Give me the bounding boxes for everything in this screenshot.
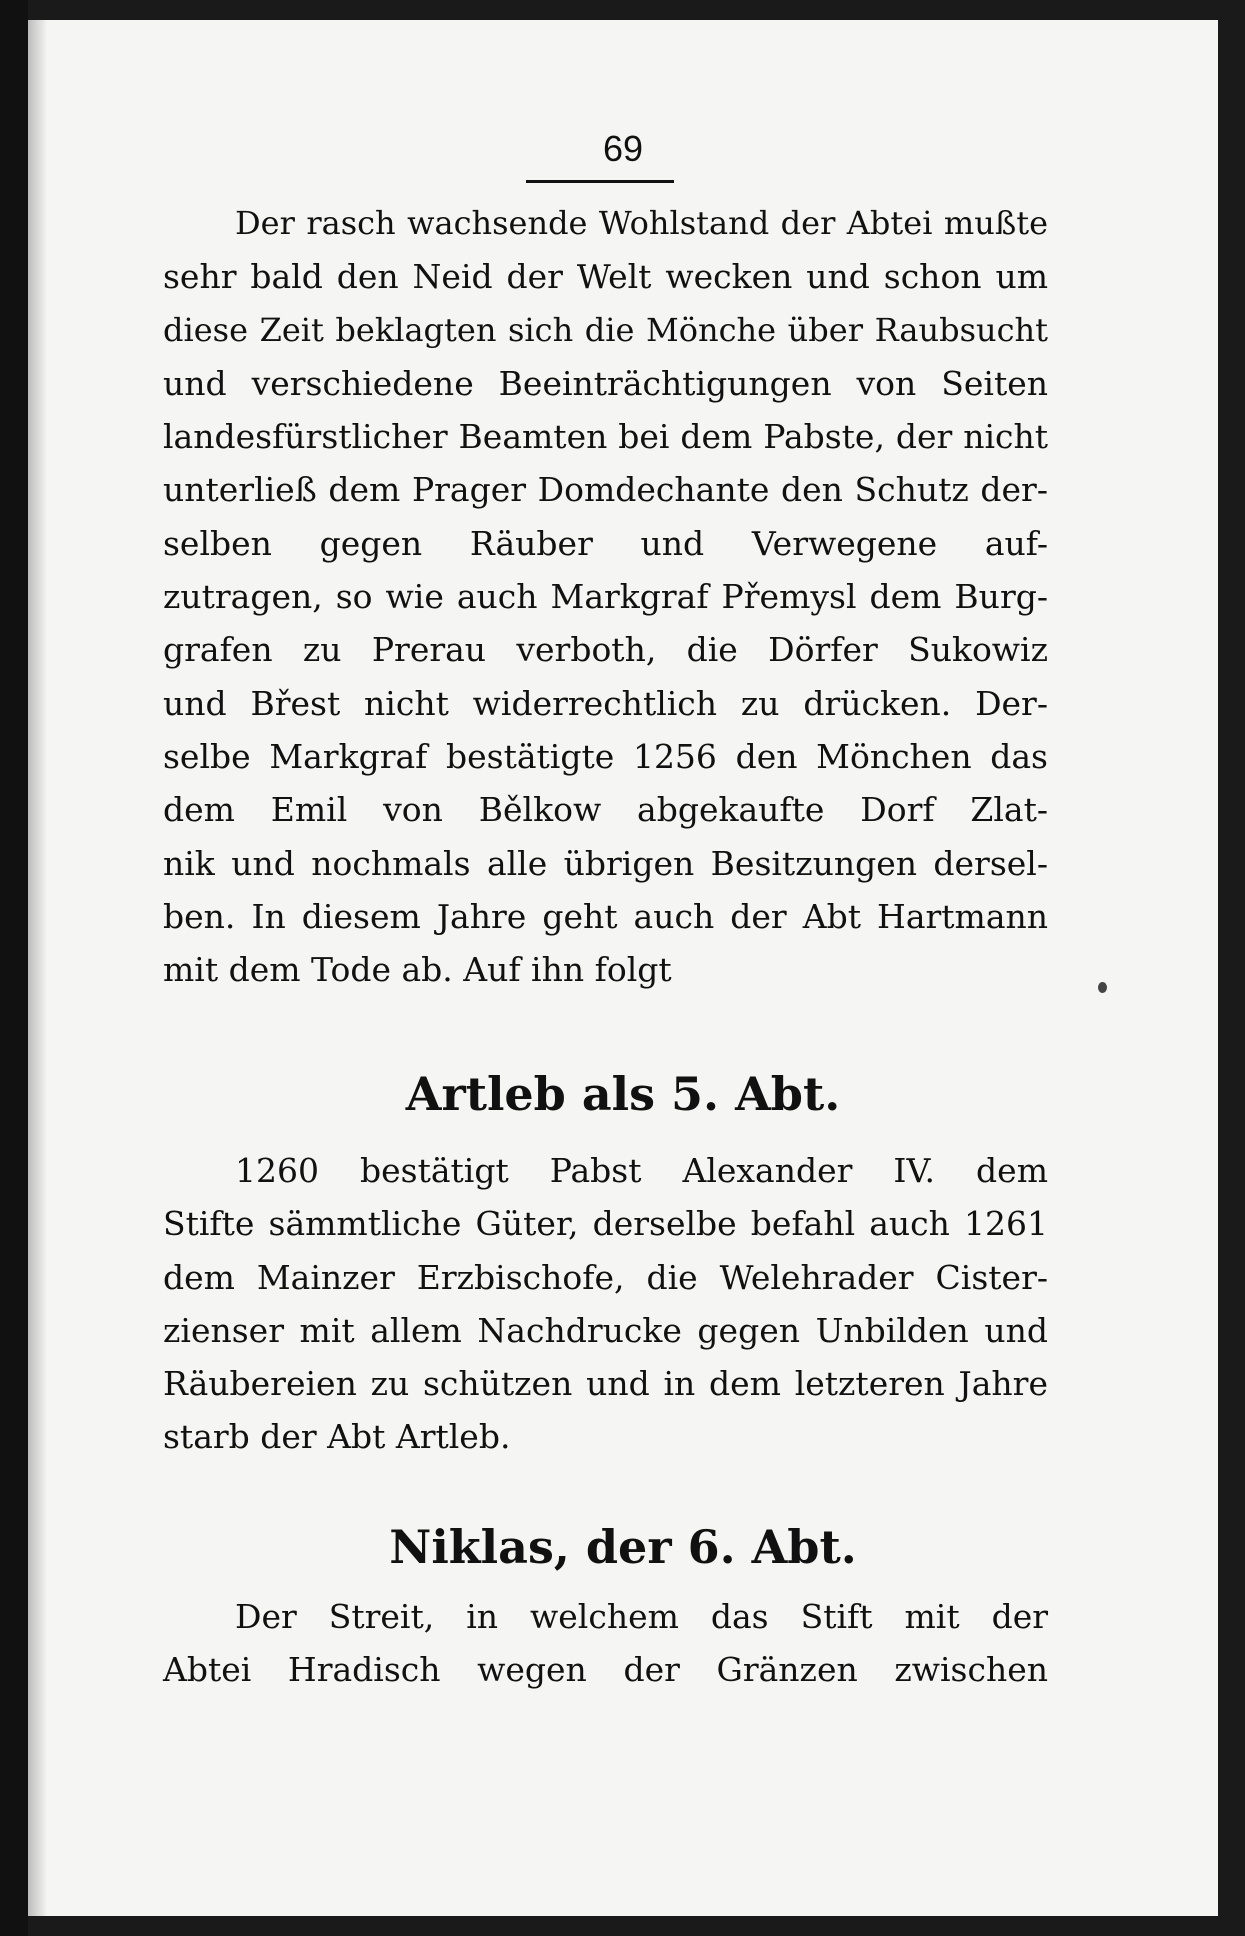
paragraph-1 — [163, 197, 1048, 996]
text-line: zienser mit allem Nachdrucke gegen Unbilden und — [163, 1310, 1048, 1350]
section-heading-niklas: Niklas, der 6. Abt. — [389, 1520, 857, 1574]
scan-edge — [0, 0, 28, 1936]
paragraph-body — [163, 1144, 1048, 1464]
text-line: Stifte sämmtliche Güter, derselbe befahl auch 1261 — [163, 1204, 1048, 1244]
text-line: zutragen, so wie auch Markgraf Přemysl dem Burg- — [163, 577, 1048, 617]
text-line: dem Emil von Bělkow abgekaufte Dorf Zlat- — [163, 790, 1048, 830]
paragraph-3 — [163, 1590, 1048, 1697]
text-line: diese Zeit beklagten sich die Mönche über Raubsucht — [163, 310, 1048, 349]
page-gutter — [28, 20, 46, 1916]
text-line: Der rasch wachsende Wohlstand der Abtei mußte — [235, 204, 1048, 242]
ink-speck — [1098, 982, 1107, 993]
text-line: Abtei Hradisch wegen der Gränzen zwischen — [163, 1650, 1048, 1690]
text-line: ben. In diesem Jahre geht auch der Abt Hartmann — [163, 896, 1048, 936]
text-line: und Břest nicht widerrechtlich zu drücken. Der- — [163, 683, 1048, 723]
text-line: mit dem Tode ab. Auf ihn folgt — [163, 950, 672, 990]
text-line: Räubereien zu schützen und in dem letzteren Jahre — [163, 1364, 1048, 1404]
text-line: selbe Markgraf bestätigte 1256 den Mönchen das — [163, 736, 1048, 776]
paragraph-body — [163, 197, 1048, 996]
text-line: starb der Abt Artleb. — [163, 1417, 511, 1457]
text-line: Der Streit, in welchem das Stift mit der — [235, 1597, 1048, 1636]
paragraph-body — [163, 1590, 1048, 1697]
text-line: dem Mainzer Erzbischofe, die Welehrader Cister- — [163, 1257, 1048, 1297]
text-line: unterließ dem Prager Domdechante den Schutz der- — [163, 470, 1048, 510]
text-line: selben gegen Räuber und Verwegene auf- — [163, 523, 1048, 563]
section-heading-artleb: Artleb als 5. Abt. — [405, 1067, 841, 1121]
page-number: 69 — [602, 128, 644, 169]
text-line: nik und nochmals alle übrigen Besitzungen dersel- — [163, 843, 1048, 883]
text-line: grafen zu Prerau verboth, die Dörfer Sukowiz — [163, 630, 1048, 670]
book-page — [28, 20, 1218, 1916]
text-line: sehr bald den Neid der Welt wecken und schon um — [163, 257, 1048, 297]
page-number-rule — [526, 180, 674, 183]
text-line: 1260 bestätigt Pabst Alexander IV. dem — [235, 1151, 1048, 1190]
text-line: und verschiedene Beeinträchtigungen von Seiten — [163, 363, 1048, 403]
text-line: landesfürstlicher Beamten bei dem Pabste, der nicht — [163, 417, 1048, 457]
paragraph-2 — [163, 1144, 1048, 1464]
